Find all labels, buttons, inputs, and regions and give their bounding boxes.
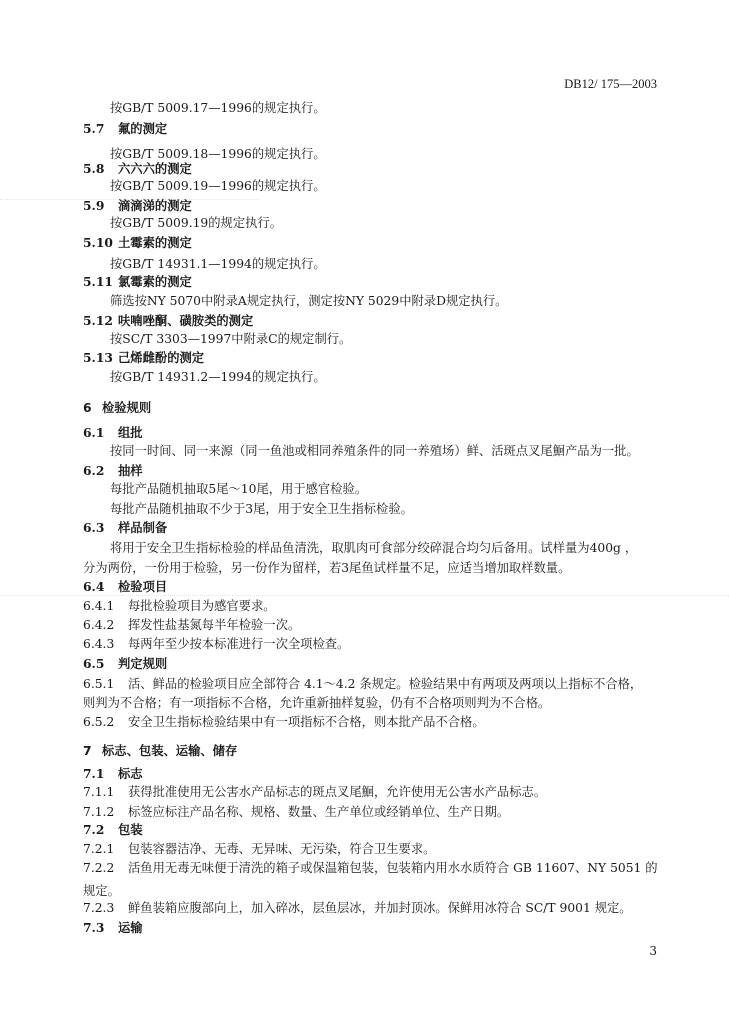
clause-text: 活、鲜品的检验项目应全部符合 4.1～4.2 条规定。检验结果中有两项及两项以上指标不合格， [128, 677, 643, 691]
page-number: 3 [649, 944, 657, 958]
clause-text: 按GB/T 5009.17—1996的规定执行。 [110, 101, 326, 115]
clause-number: 6.4.1 [83, 599, 115, 613]
clause-text: 则判为不合格；有一项指标不合格，允许重新抽样复验，仍有不合格项则判为不合格。 [83, 696, 551, 710]
clause-text: 按GB/T 14931.2—1994的规定执行。 [110, 370, 326, 384]
clause-text: 按GB/T 5009.18—1996的规定执行。 [110, 147, 326, 161]
clause-text: 规定。 [83, 884, 120, 898]
clause-number: 6.5.1 [83, 677, 115, 691]
clause-text: 每批产品随机抽取5尾～10尾，用于感官检验。 [110, 482, 368, 496]
clause-text: 包装容器洁净、无毒、无异味、无污染，符合卫生要求。 [128, 842, 436, 856]
clause-text: 按GB/T 5009.19—1996的规定执行。 [110, 179, 326, 193]
clause-number: 5.13 [83, 350, 113, 365]
clause-text: 按同一时间、同一来源（同一鱼池或相同养殖条件的同一养殖场）鲜、活斑点叉尾鮰产品为一批。 [110, 444, 639, 458]
clause-number: 7.1.1 [83, 785, 115, 799]
clause-number: 6.4.3 [83, 637, 115, 651]
clause-text: 检验项目 [118, 580, 168, 594]
clause-number: 5.8 [83, 161, 105, 176]
document-code-header: DB12/ 175—2003 [564, 77, 657, 91]
clause-number: 7 [83, 744, 92, 758]
clause-text: 活鱼用无毒无味便于清洗的箱子或保温箱包装，包装箱内用水水质符合 GB 11607、NY 5051 的 [128, 861, 658, 875]
clause-text: 己烯雌酚的测定 [118, 351, 205, 365]
clause-text: 鲜鱼装箱应腹部向上，加入碎冰，层鱼层冰，并加封顶冰。保鲜用冰符合 SC/T 9001 规定。 [128, 901, 632, 915]
clause-text: 按SC/T 3303—1997中附录C的规定制行。 [110, 332, 352, 346]
clause-text: 六六六的测定 [118, 162, 192, 176]
clause-text: 获得批准使用无公害水产品标志的斑点叉尾鮰，允许使用无公害水产品标志。 [128, 785, 547, 799]
clause-text: 检验规则 [102, 401, 152, 415]
clause-text: 包装 [118, 823, 143, 837]
clause-text: 每批产品随机抽取不少于3尾，用于安全卫生指标检验。 [110, 502, 413, 516]
clause-text: 挥发性盐基氮每半年检验一次。 [128, 618, 301, 632]
clause-number: 7.1 [83, 766, 105, 781]
clause-text: 运输 [118, 921, 143, 935]
clause-text: 土霉素的测定 [118, 236, 192, 250]
clause-number: 6.1 [83, 425, 105, 440]
clause-number: 5.9 [83, 198, 105, 213]
clause-text: 滴滴涕的测定 [118, 199, 192, 213]
clause-text: 抽样 [118, 464, 143, 478]
clause-number: 5.11 [83, 274, 113, 289]
clause-number: 6 [83, 401, 92, 415]
clause-number: 6.4 [83, 579, 105, 594]
clause-text: 标志 [118, 767, 143, 781]
clause-text: 标签应标注产品名称、规格、数量、生产单位或经销单位、生产日期。 [128, 805, 510, 819]
clause-number: 6.4.2 [83, 618, 115, 632]
clause-number: 6.2 [83, 463, 105, 478]
clause-number: 6.3 [83, 520, 105, 535]
clause-text: 安全卫生指标检验结果中有一项指标不合格，则本批产品不合格。 [128, 715, 485, 729]
clause-number: 5.12 [83, 313, 113, 328]
clause-text: 每两年至少按本标准进行一次全项检查。 [128, 637, 350, 651]
clause-number: 7.2.1 [83, 842, 115, 856]
clause-text: 样品制备 [118, 521, 168, 535]
clause-number: 6.5.2 [83, 715, 115, 729]
clause-text: 分为两份，一份用于检验，另一份作为留样，若3尾鱼试样量不足，应适当增加取样数量。 [83, 561, 571, 575]
clause-number: 7.1.2 [83, 805, 115, 819]
clause-text: 标志、包装、运输、储存 [102, 744, 238, 758]
clause-text: 氯霉素的测定 [118, 275, 192, 289]
clause-number: 6.5 [83, 656, 105, 671]
clause-number: 7.2.3 [83, 901, 115, 915]
clause-text: 每批检验项目为感官要求。 [128, 599, 276, 613]
clause-number: 5.7 [83, 121, 105, 136]
clause-text: 判定规则 [118, 657, 168, 671]
clause-number: 5.10 [83, 235, 113, 250]
clause-text: 组批 [118, 426, 143, 440]
clause-text: 按GB/T 5009.19的规定执行。 [110, 216, 283, 230]
clause-text: 筛选按NY 5070中附录A规定执行，测定按NY 5029中附录D规定执行。 [110, 294, 508, 308]
clause-number: 7.2 [83, 822, 105, 837]
clause-text: 氟的测定 [118, 122, 168, 136]
clause-text: 按GB/T 14931.1—1994的规定执行。 [110, 257, 326, 271]
clause-text: 将用于安全卫生指标检验的样品鱼清洗，取肌肉可食部分绞碎混合均匀后备用。试样量为400g ， [110, 541, 638, 555]
scan-artifact-line [0, 595, 729, 596]
clause-number: 7.2.2 [83, 861, 115, 875]
clause-text: 呋喃唑酮、磺胺类的测定 [118, 314, 254, 328]
clause-number: 7.3 [83, 920, 105, 935]
